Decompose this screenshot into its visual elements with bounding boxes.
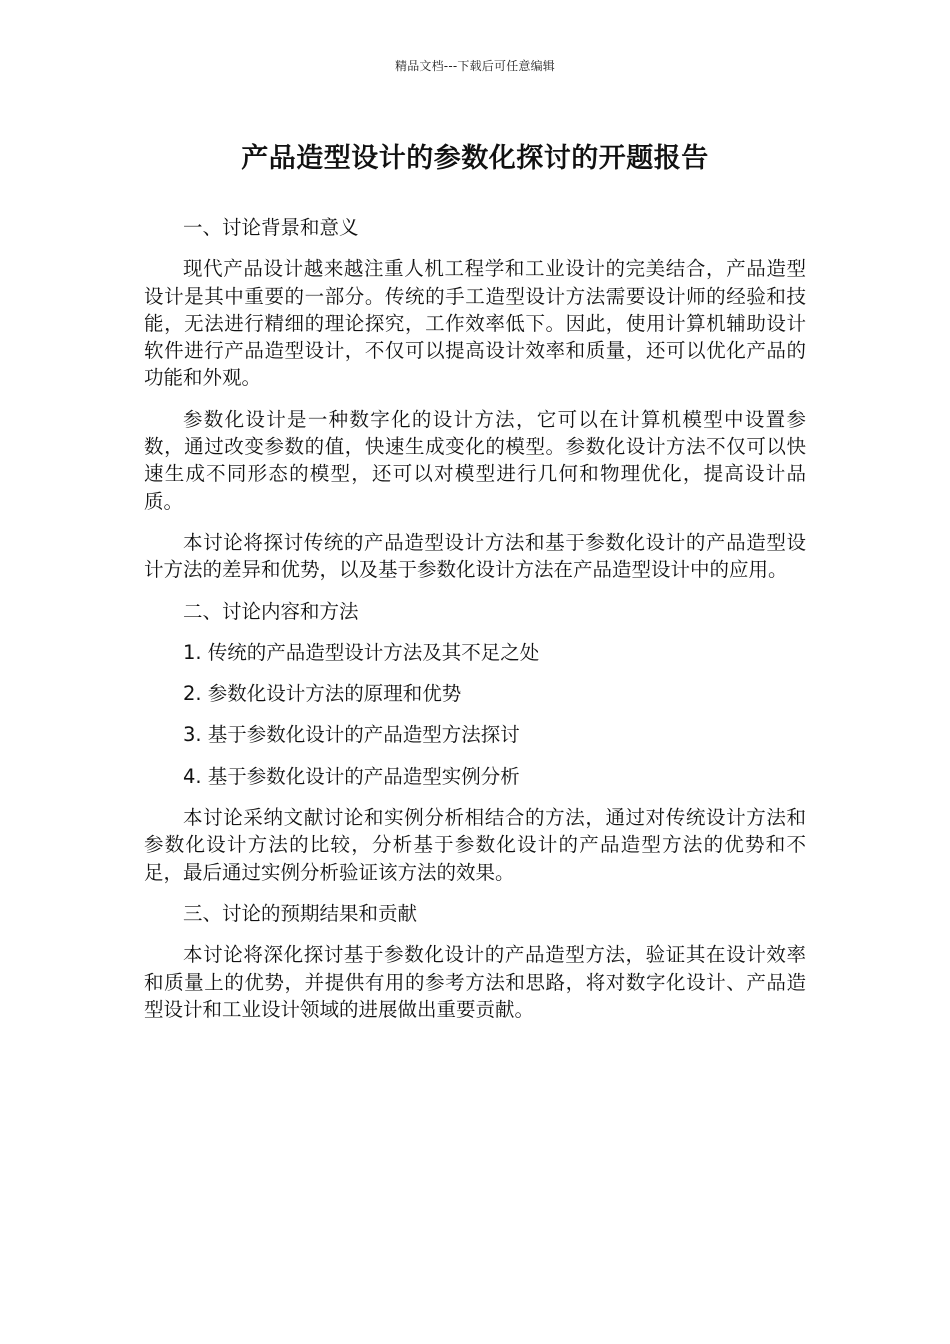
document-body (144, 214, 806, 1037)
list-item: 2. 参数化设计方法的原理和优势 (183, 682, 462, 706)
list-item: 3. 基于参数化设计的产品造型方法探讨 (183, 723, 520, 747)
section-heading-background: 一、讨论背景和意义 (183, 216, 359, 239)
list-item: 1. 传统的产品造型设计方法及其不足之处 (183, 640, 540, 664)
paragraph-expected-results: 本讨论将深化探讨基于参数化设计的产品造型方法，验证其在设计效率和质量上的优势，并提供有用的参考方法和思路，将对数字化设计、产品造型设计和工业设计领域的进展做出重要贡献。 (144, 943, 806, 1021)
list-item: 4. 基于参数化设计的产品造型实例分析 (183, 764, 520, 788)
section-heading-expected-results: 三、讨论的预期结果和贡献 (183, 901, 418, 925)
page-header: 精品文档---下载后可任意编辑 (395, 59, 555, 73)
paragraph-background-1: 现代产品设计越来越注重人机工程学和工业设计的完美结合，产品造型设计是其中重要的一部分。传统的手工造型设计方法需要设计师的经验和技能，无法进行精细的理论探究，工作效率低下。因此，使用计算机辅助设计软件进行产品造型设计，不仅可以提高设计效率和质量，还可以优化产品的功能和外观。 (144, 257, 806, 390)
paragraph-methods: 本讨论采纳文献讨论和实例分析相结合的方法，通过对传统设计方法和参数化设计方法的比较，分析基于参数化设计的产品造型方法的优势和不足，最后通过实例分析验证该方法的效果。 (144, 806, 806, 884)
paragraph-background-3: 本讨论将探讨传统的产品造型设计方法和基于参数化设计的产品造型设计方法的差异和优势，以及基于参数化设计方法在产品造型设计中的应用。 (144, 530, 806, 582)
paragraph-background-2: 参数化设计是一种数字化的设计方法，它可以在计算机模型中设置参数，通过改变参数的值，快速生成变化的模型。参数化设计方法不仅可以快速生成不同形态的模型，还可以对模型进行几何和物理优化，提高设计品质。 (144, 407, 806, 513)
document-title: 产品造型设计的参数化探讨的开题报告 (241, 143, 709, 174)
section-heading-content-methods: 二、讨论内容和方法 (183, 599, 359, 623)
